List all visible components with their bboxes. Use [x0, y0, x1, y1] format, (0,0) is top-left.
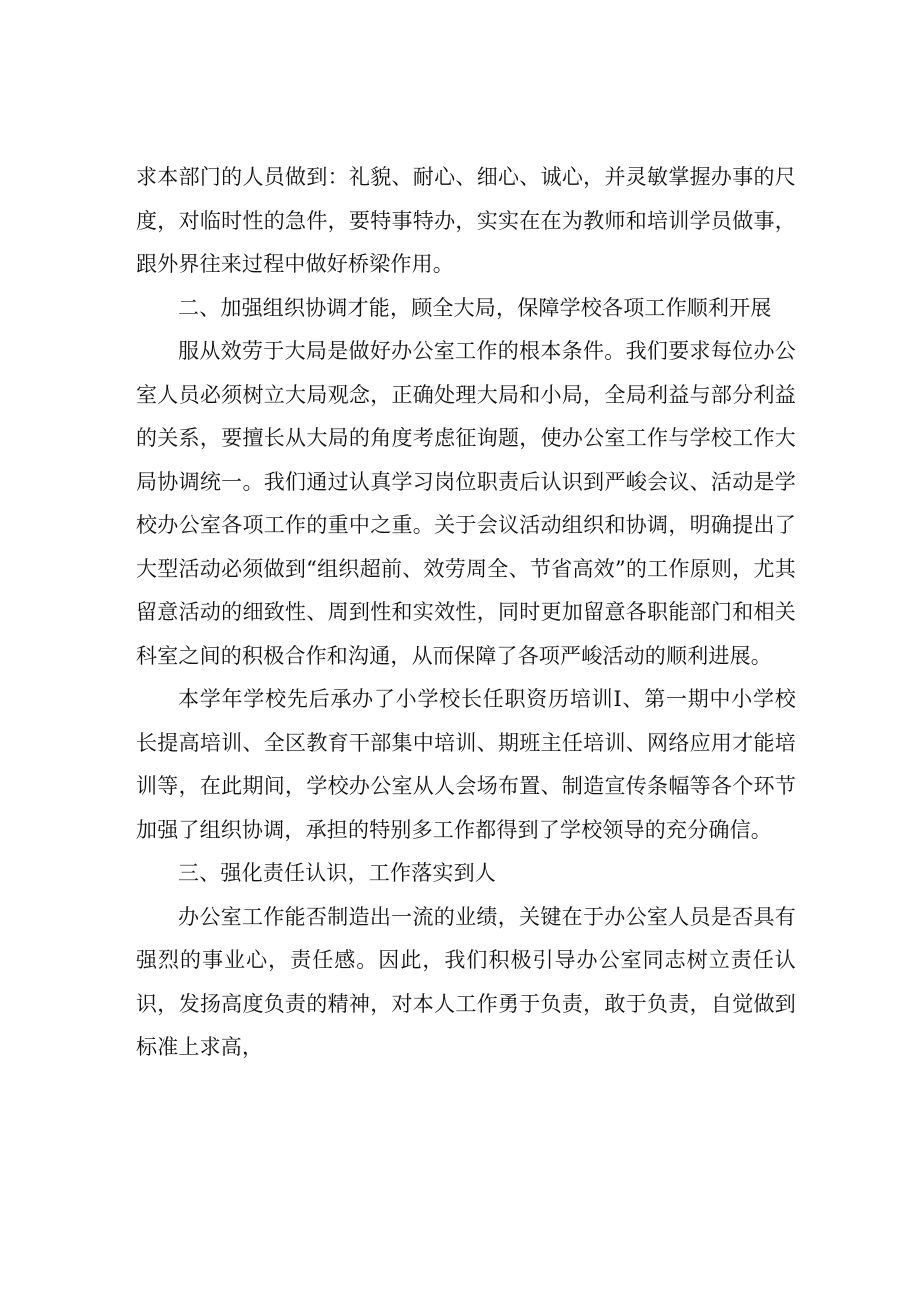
section-heading-2: 二、加强组织协调才能，顾全大局，保障学校各项工作顺利开展: [178, 295, 772, 320]
section-heading-3: 三、强化责任认识，工作落实到人: [178, 861, 496, 885]
paragraph-3: 服从效劳于大局是做好办公室工作的根本条件。我们要求每位办公室人员必须树立大局观念，正确处理大局和小局，全局利益与部分利益的关系，要擅长从大局的角度考虑征询题，使办公室工作与学校工作大局协调统一。我们通过认真学习岗位职责后认识到严峻会议、活动是学校办公室各项工作的重中之重。关于会议活动组织和协调，明确提出了大型活动必须做到“组织超前、效劳周全、节省高效”的工作原则，尤其留意活动的细致性、周到性和实效性，同时更加留意各职能部门和相关科室之间的积极合作和沟通，从而保障了各项严峻活动的顺利进展。: [136, 339, 796, 668]
paragraph-1: 求本部门的人员做到：礼貌、耐心、细心、诚心，并灵敏掌握办事的尺度，对临时性的急件，要特事特办，实实在在为教师和培训学员做事，跟外界往来过程中做好桥梁作用。: [136, 165, 796, 276]
document-body: [136, 156, 796, 1070]
paragraph-4: 本学年学校先后承办了小学校长任职资历培训Ⅰ、第一期中小学校长提高培训、全区教育干部集中培训、期班主任培训、网络应用才能培训等，在此期间，学校办公室从人会场布置、制造宣传条幅等各个环节加强了组织协调，承担的特别多工作都得到了学校领导的充分确信。: [136, 687, 796, 842]
paragraph-6: 办公室工作能否制造出一流的业绩，关键在于办公室人员是否具有强烈的事业心，责任感。因此，我们积极引导办公室同志树立责任认识，发扬高度负责的精神，对本人工作勇于负责，敢于负责，自觉做到标准上求高，: [136, 904, 796, 1059]
